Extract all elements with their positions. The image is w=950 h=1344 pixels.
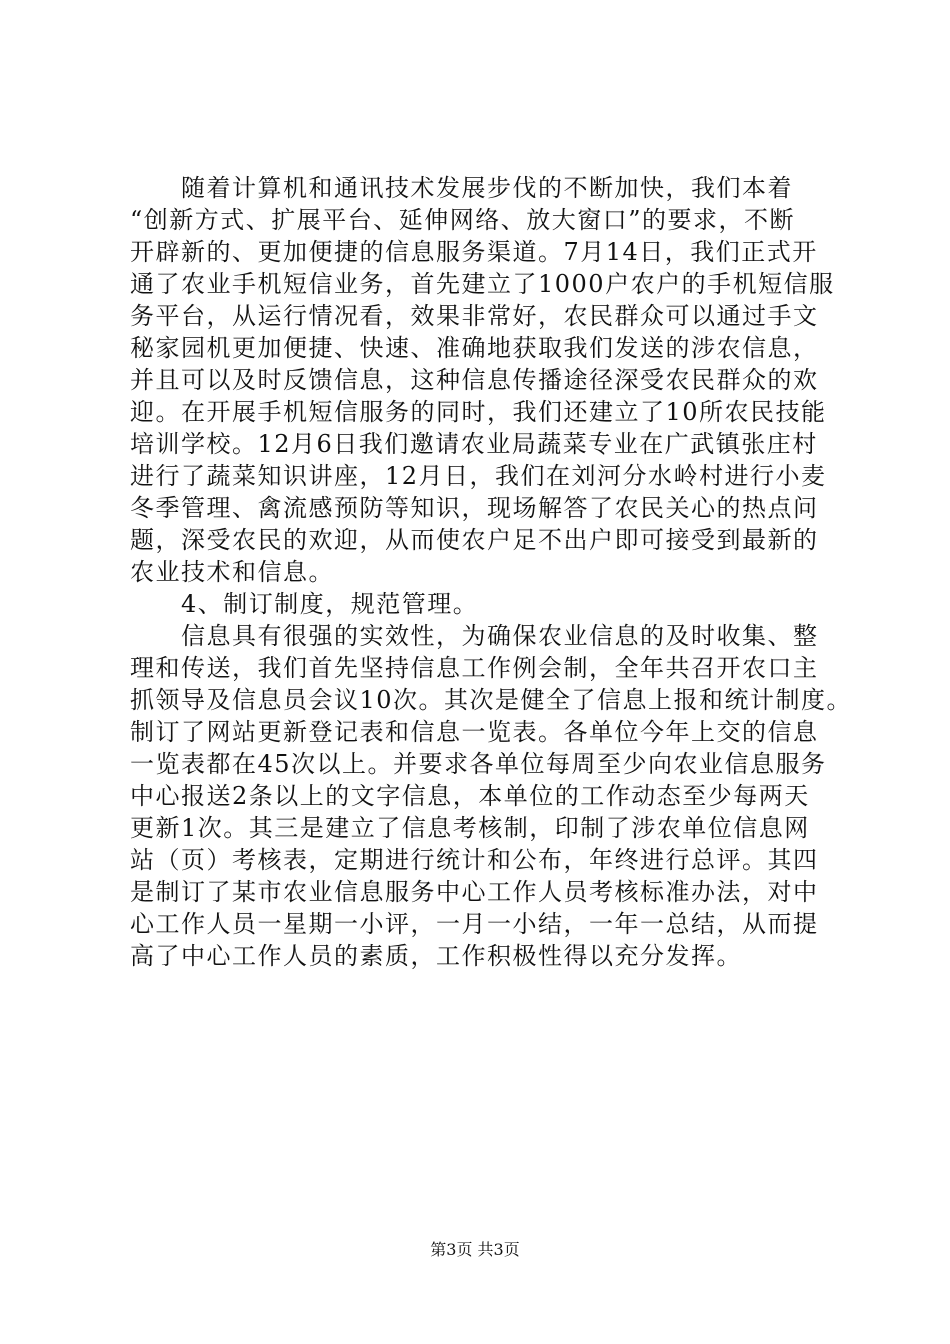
text-line: 理和传送，我们首先坚持信息工作例会制，全年共召开农口主 bbox=[130, 654, 819, 682]
text-line: 是制订了某市农业信息服务中心工作人员考核标准办法，对中 bbox=[130, 878, 819, 906]
text-line: “创新方式、扩展平台、延伸网络、放大窗口”的要求，不断 bbox=[130, 206, 796, 234]
text-line: 心工作人员一星期一小评，一月一小结，一年一总结，从而提 bbox=[130, 910, 819, 938]
section-heading: 4、制订制度，规范管理。 bbox=[130, 590, 479, 618]
text-line: 秘家园机更加便捷、快速、准确地获取我们发送的涉农信息， bbox=[130, 334, 819, 362]
text-line: 站（页）考核表，定期进行统计和公布，年终进行总评。其四 bbox=[130, 846, 819, 874]
text-line: 培训学校。12月6日我们邀请农业局蔬菜专业在广武镇张庄村 bbox=[130, 430, 818, 458]
text-line: 冬季管理、禽流感预防等知识，现场解答了农民关心的热点问 bbox=[130, 494, 819, 522]
text-line: 农业技术和信息。 bbox=[130, 558, 334, 586]
body-text bbox=[130, 172, 853, 972]
text-line: 中心报送2条以上的文字信息，本单位的工作动态至少每两天 bbox=[130, 782, 810, 810]
text-line: 通了农业手机短信业务，首先建立了1000户农户的手机短信服 bbox=[130, 270, 835, 298]
page-footer bbox=[0, 1238, 950, 1262]
text-line: 高了中心工作人员的素质，工作积极性得以充分发挥。 bbox=[130, 942, 742, 970]
text-line: 更新1次。其三是建立了信息考核制，印制了涉农单位信息网 bbox=[130, 814, 810, 842]
text-line: 一览表都在45次以上。并要求各单位每周至少向农业信息服务 bbox=[130, 750, 827, 778]
text-line: 随着计算机和通讯技术发展步伐的不断加快，我们本着 bbox=[130, 174, 793, 202]
text-line: 进行了蔬菜知识讲座，12月日，我们在刘河分水岭村进行小麦 bbox=[130, 462, 827, 490]
page-number-label: 第3页 共3页 bbox=[430, 1240, 520, 1259]
text-line: 抓领导及信息员会议10次。其次是健全了信息上报和统计制度。 bbox=[130, 686, 853, 714]
text-line: 制订了网站更新登记表和信息一览表。各单位今年上交的信息 bbox=[130, 718, 819, 746]
text-line: 务平台，从运行情况看，效果非常好，农民群众可以通过手文 bbox=[130, 302, 819, 330]
text-line: 开辟新的、更加便捷的信息服务渠道。7月14日，我们正式开 bbox=[130, 238, 818, 266]
text-line: 信息具有很强的实效性，为确保农业信息的及时收集、整 bbox=[130, 622, 819, 650]
text-line: 并且可以及时反馈信息，这种信息传播途径深受农民群众的欢 bbox=[130, 366, 819, 394]
text-line: 迎。在开展手机短信服务的同时，我们还建立了10所农民技能 bbox=[130, 398, 827, 426]
text-line: 题，深受农民的欢迎，从而使农户足不出户即可接受到最新的 bbox=[130, 526, 819, 554]
